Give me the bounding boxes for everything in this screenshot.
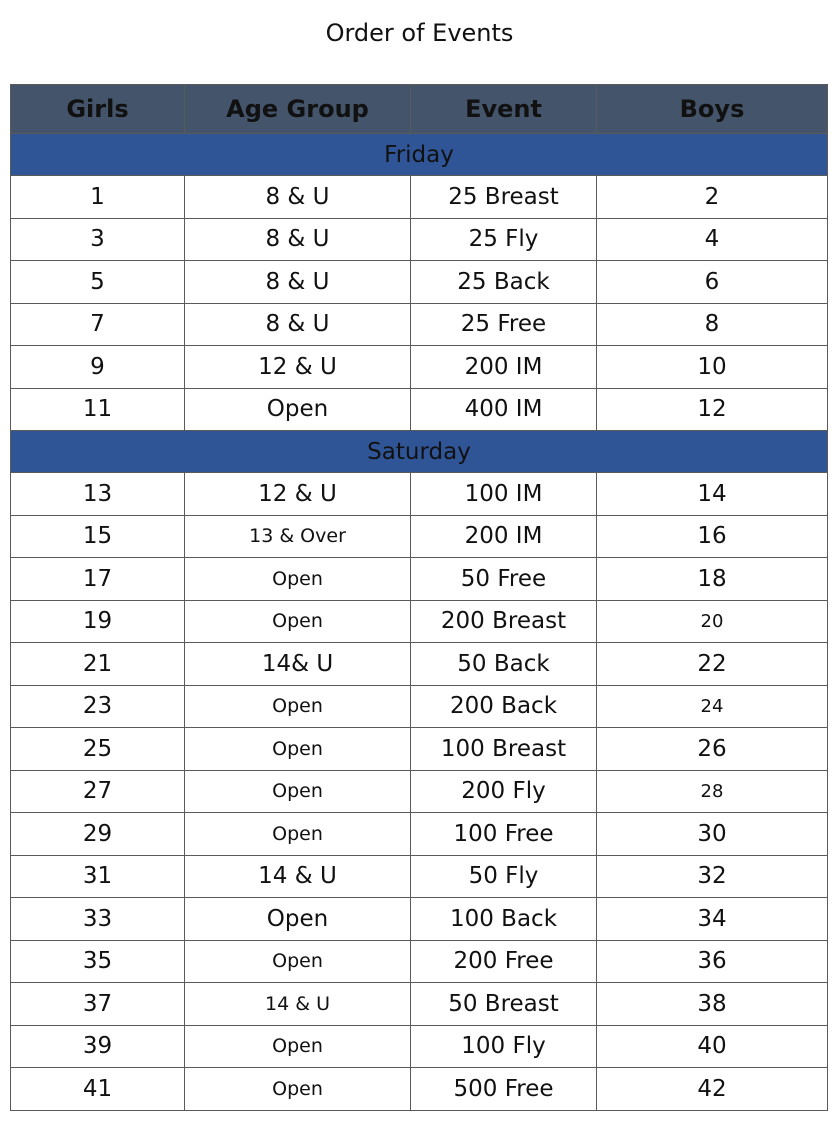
event-cell: 50 Fly — [411, 855, 597, 898]
order-of-events-table — [10, 84, 828, 1111]
boys-event-number: 30 — [597, 813, 828, 856]
event-cell: 100 Fly — [411, 1025, 597, 1068]
age-group-cell: Open — [185, 940, 411, 983]
boys-event-number: 2 — [597, 176, 828, 219]
age-group-cell: 8 & U — [185, 176, 411, 219]
table-row — [11, 855, 828, 898]
boys-event-number: 10 — [597, 346, 828, 389]
boys-event-number: 32 — [597, 855, 828, 898]
event-cell: 200 Fly — [411, 770, 597, 813]
header-age-group: Age Group — [185, 85, 411, 134]
day-label: Saturday — [11, 431, 828, 473]
table-row — [11, 728, 828, 771]
girls-event-number: 19 — [11, 600, 185, 643]
girls-event-number: 7 — [11, 303, 185, 346]
day-row-saturday — [11, 431, 828, 473]
table-row — [11, 813, 828, 856]
girls-event-number: 31 — [11, 855, 185, 898]
boys-event-number: 4 — [597, 218, 828, 261]
event-cell: 200 Back — [411, 685, 597, 728]
day-label: Friday — [11, 134, 828, 176]
boys-event-number: 38 — [597, 983, 828, 1026]
event-cell: 100 Free — [411, 813, 597, 856]
girls-event-number: 13 — [11, 473, 185, 516]
event-cell: 200 IM — [411, 515, 597, 558]
girls-event-number: 15 — [11, 515, 185, 558]
boys-event-number: 26 — [597, 728, 828, 771]
age-group-cell: 14& U — [185, 643, 411, 686]
age-group-cell: 8 & U — [185, 303, 411, 346]
table-row — [11, 600, 828, 643]
girls-event-number: 1 — [11, 176, 185, 219]
age-group-cell: 14 & U — [185, 983, 411, 1026]
boys-event-number: 8 — [597, 303, 828, 346]
boys-event-number: 16 — [597, 515, 828, 558]
age-group-cell: Open — [185, 728, 411, 771]
age-group-cell: 8 & U — [185, 218, 411, 261]
table-row — [11, 1025, 828, 1068]
event-cell: 500 Free — [411, 1068, 597, 1111]
age-group-cell: Open — [185, 1068, 411, 1111]
event-cell: 25 Back — [411, 261, 597, 304]
event-cell: 25 Fly — [411, 218, 597, 261]
table-row — [11, 898, 828, 941]
table-row — [11, 940, 828, 983]
table-row — [11, 218, 828, 261]
header-girls: Girls — [11, 85, 185, 134]
boys-event-number: 28 — [597, 770, 828, 813]
table-row — [11, 176, 828, 219]
girls-event-number: 29 — [11, 813, 185, 856]
event-cell: 100 Breast — [411, 728, 597, 771]
event-cell: 100 IM — [411, 473, 597, 516]
table-row — [11, 770, 828, 813]
boys-event-number: 40 — [597, 1025, 828, 1068]
girls-event-number: 37 — [11, 983, 185, 1026]
girls-event-number: 35 — [11, 940, 185, 983]
age-group-cell: Open — [185, 898, 411, 941]
boys-event-number: 6 — [597, 261, 828, 304]
age-group-cell: Open — [185, 1025, 411, 1068]
age-group-cell: Open — [185, 558, 411, 601]
header-row — [11, 85, 828, 134]
table-row — [11, 1068, 828, 1111]
event-cell: 400 IM — [411, 388, 597, 431]
day-row-friday — [11, 134, 828, 176]
boys-event-number: 42 — [597, 1068, 828, 1111]
girls-event-number: 39 — [11, 1025, 185, 1068]
age-group-cell: 14 & U — [185, 855, 411, 898]
girls-event-number: 5 — [11, 261, 185, 304]
age-group-cell: 13 & Over — [185, 515, 411, 558]
boys-event-number: 14 — [597, 473, 828, 516]
boys-event-number: 12 — [597, 388, 828, 431]
table-row — [11, 558, 828, 601]
girls-event-number: 17 — [11, 558, 185, 601]
event-cell: 200 Free — [411, 940, 597, 983]
header-boys: Boys — [597, 85, 828, 134]
table-row — [11, 983, 828, 1026]
girls-event-number: 41 — [11, 1068, 185, 1111]
event-cell: 50 Breast — [411, 983, 597, 1026]
age-group-cell: Open — [185, 685, 411, 728]
age-group-cell: 8 & U — [185, 261, 411, 304]
table-row — [11, 303, 828, 346]
boys-event-number: 22 — [597, 643, 828, 686]
table-row — [11, 261, 828, 304]
header-event: Event — [411, 85, 597, 134]
table-row — [11, 346, 828, 389]
event-cell: 200 IM — [411, 346, 597, 389]
age-group-cell: 12 & U — [185, 473, 411, 516]
table-row — [11, 685, 828, 728]
page-title: Order of Events — [325, 19, 514, 47]
boys-event-number: 36 — [597, 940, 828, 983]
boys-event-number: 24 — [597, 685, 828, 728]
table-row — [11, 388, 828, 431]
table-row — [11, 515, 828, 558]
girls-event-number: 11 — [11, 388, 185, 431]
girls-event-number: 25 — [11, 728, 185, 771]
girls-event-number: 9 — [11, 346, 185, 389]
boys-event-number: 20 — [597, 600, 828, 643]
age-group-cell: Open — [185, 600, 411, 643]
girls-event-number: 33 — [11, 898, 185, 941]
age-group-cell: Open — [185, 813, 411, 856]
event-cell: 50 Back — [411, 643, 597, 686]
girls-event-number: 27 — [11, 770, 185, 813]
table-row — [11, 643, 828, 686]
age-group-cell: Open — [185, 770, 411, 813]
event-cell: 25 Breast — [411, 176, 597, 219]
girls-event-number: 3 — [11, 218, 185, 261]
girls-event-number: 21 — [11, 643, 185, 686]
event-cell: 50 Free — [411, 558, 597, 601]
table-row — [11, 473, 828, 516]
event-cell: 200 Breast — [411, 600, 597, 643]
event-cell: 25 Free — [411, 303, 597, 346]
age-group-cell: 12 & U — [185, 346, 411, 389]
boys-event-number: 34 — [597, 898, 828, 941]
boys-event-number: 18 — [597, 558, 828, 601]
girls-event-number: 23 — [11, 685, 185, 728]
event-cell: 100 Back — [411, 898, 597, 941]
age-group-cell: Open — [185, 388, 411, 431]
